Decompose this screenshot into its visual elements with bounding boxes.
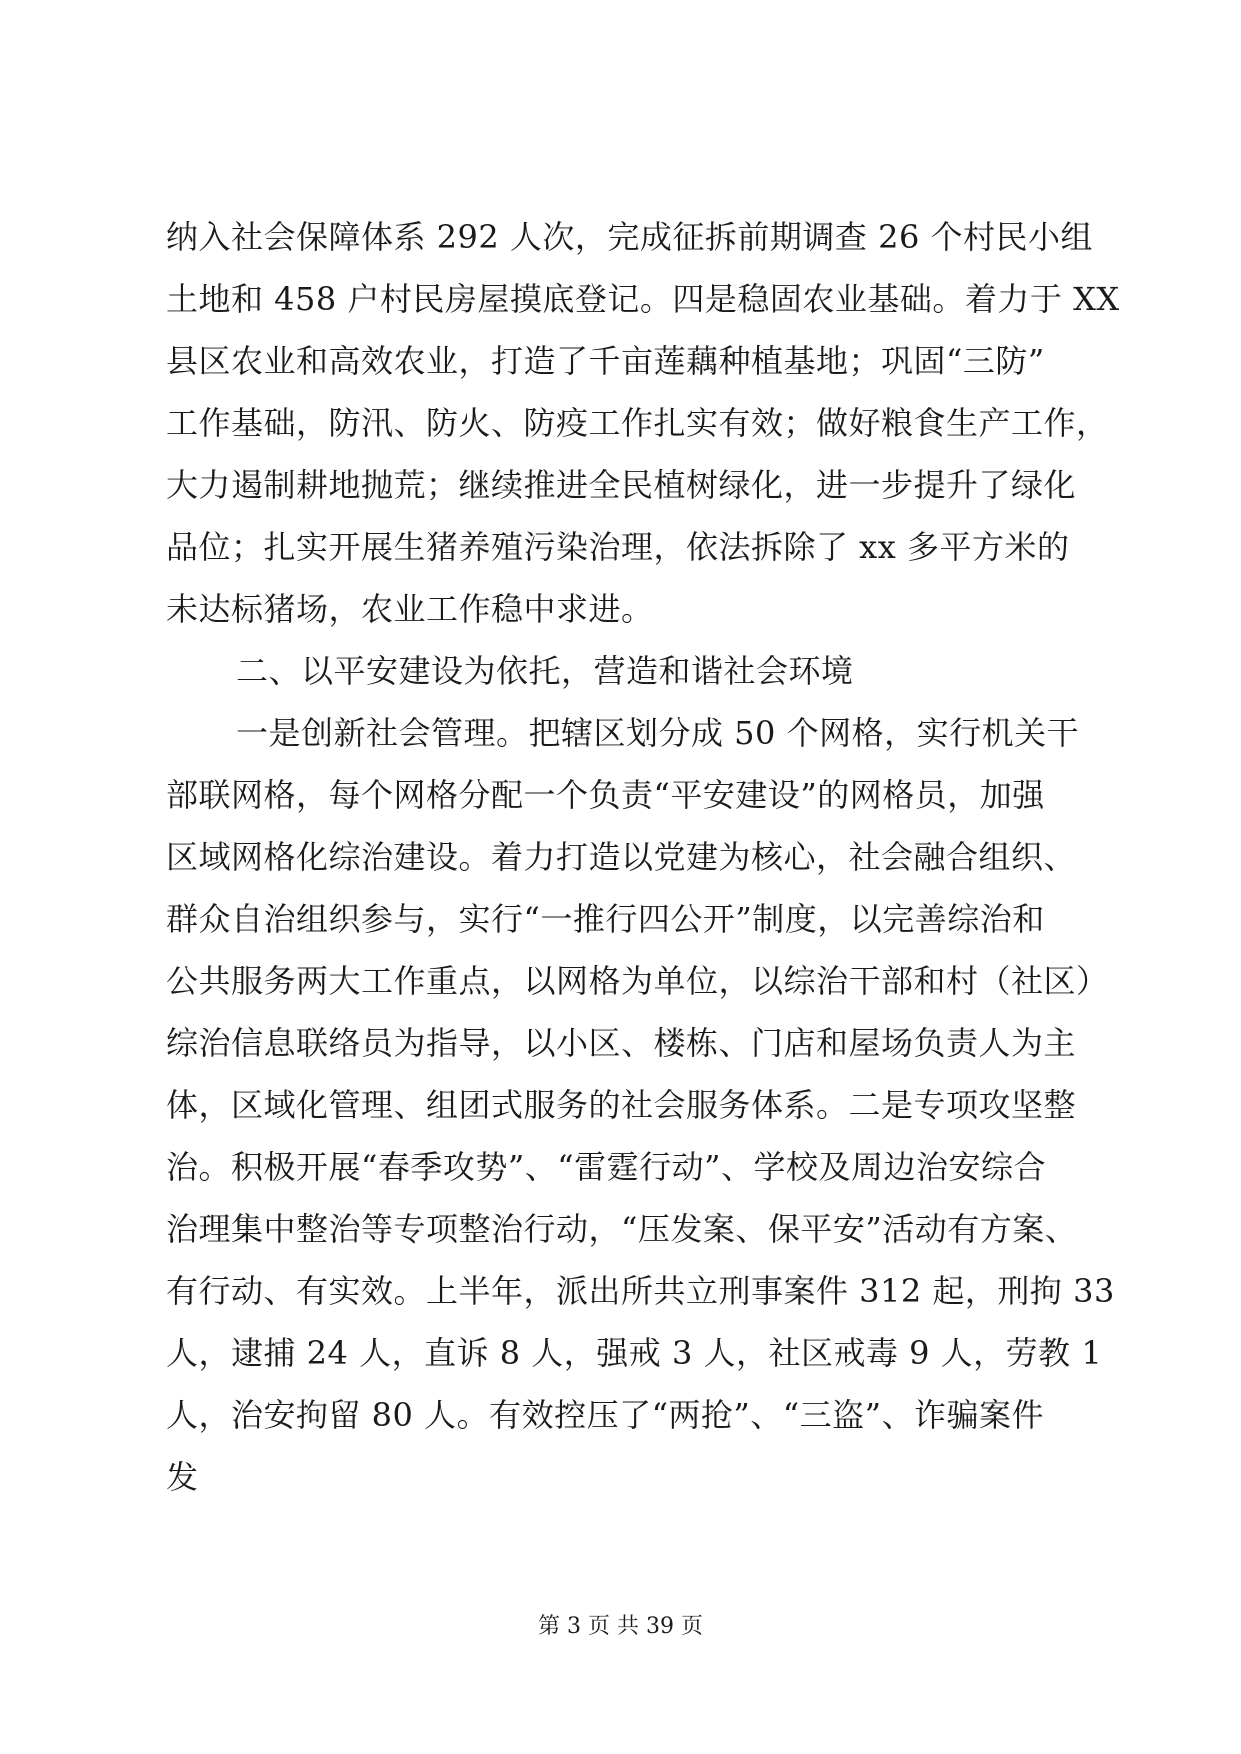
text-line: 二、以平安建设为依托，营造和谐社会环境 <box>236 652 854 690</box>
text-line: 未达标猪场，农业工作稳中求进。 <box>166 590 654 628</box>
text-line: 部联网格，每个网格分配一个负责“平安建设”的网格员，加强 <box>166 776 1045 814</box>
text-line: 大力遏制耕地抛荒；继续推进全民植树绿化，进一步提升了绿化 <box>166 466 1077 504</box>
text-line: 纳入社会保障体系 292 人次，完成征拆前期调查 26 个村民小组 <box>166 218 1093 256</box>
text-line: 一是创新社会管理。把辖区划分成 50 个网格，实行机关干 <box>236 714 1080 752</box>
text-line: 人，逮捕 24 人，直诉 8 人，强戒 3 人，社区戒毒 9 人，劳教 1 <box>166 1334 1103 1372</box>
text-line: 体，区域化管理、组团式服务的社会服务体系。二是专项攻坚整 <box>166 1086 1077 1124</box>
text-line: 综治信息联络员为指导，以小区、楼栋、门店和屋场负责人为主 <box>166 1024 1077 1062</box>
body-text <box>166 206 1120 1508</box>
text-line: 治。积极开展“春季攻势”、“雷霆行动”、学校及周边治安综合 <box>166 1148 1046 1186</box>
text-line: 治理集中整治等专项整治行动，“压发案、保平安”活动有方案、 <box>166 1210 1078 1248</box>
text-line: 发 <box>166 1458 199 1496</box>
text-line: 人，治安拘留 80 人。有效控压了“两抢”、“三盗”、诈骗案件 <box>166 1396 1045 1434</box>
text-line: 品位；扎实开展生猪养殖污染治理，依法拆除了 xx 多平方米的 <box>166 528 1070 566</box>
text-line: 有行动、有实效。上半年，派出所共立刑事案件 312 起，刑拘 33 <box>166 1272 1115 1310</box>
text-line: 土地和 458 户村民房屋摸底登记。四是稳固农业基础。着力于 XX <box>166 280 1120 318</box>
page-number-label: 第 3 页 共 39 页 <box>538 1614 703 1639</box>
page-footer <box>0 1612 1241 1642</box>
text-line: 区域网格化综治建设。着力打造以党建为核心，社会融合组织、 <box>166 838 1077 876</box>
text-line: 群众自治组织参与，实行“一推行四公开”制度，以完善综治和 <box>166 900 1045 938</box>
text-line: 县区农业和高效农业，打造了千亩莲藕种植基地；巩固“三防” <box>166 342 1045 380</box>
text-line: 工作基础，防汛、防火、防疫工作扎实有效；做好粮食生产工作， <box>166 404 1109 442</box>
text-line: 公共服务两大工作重点，以网格为单位，以综治干部和村（社区） <box>166 962 1109 1000</box>
